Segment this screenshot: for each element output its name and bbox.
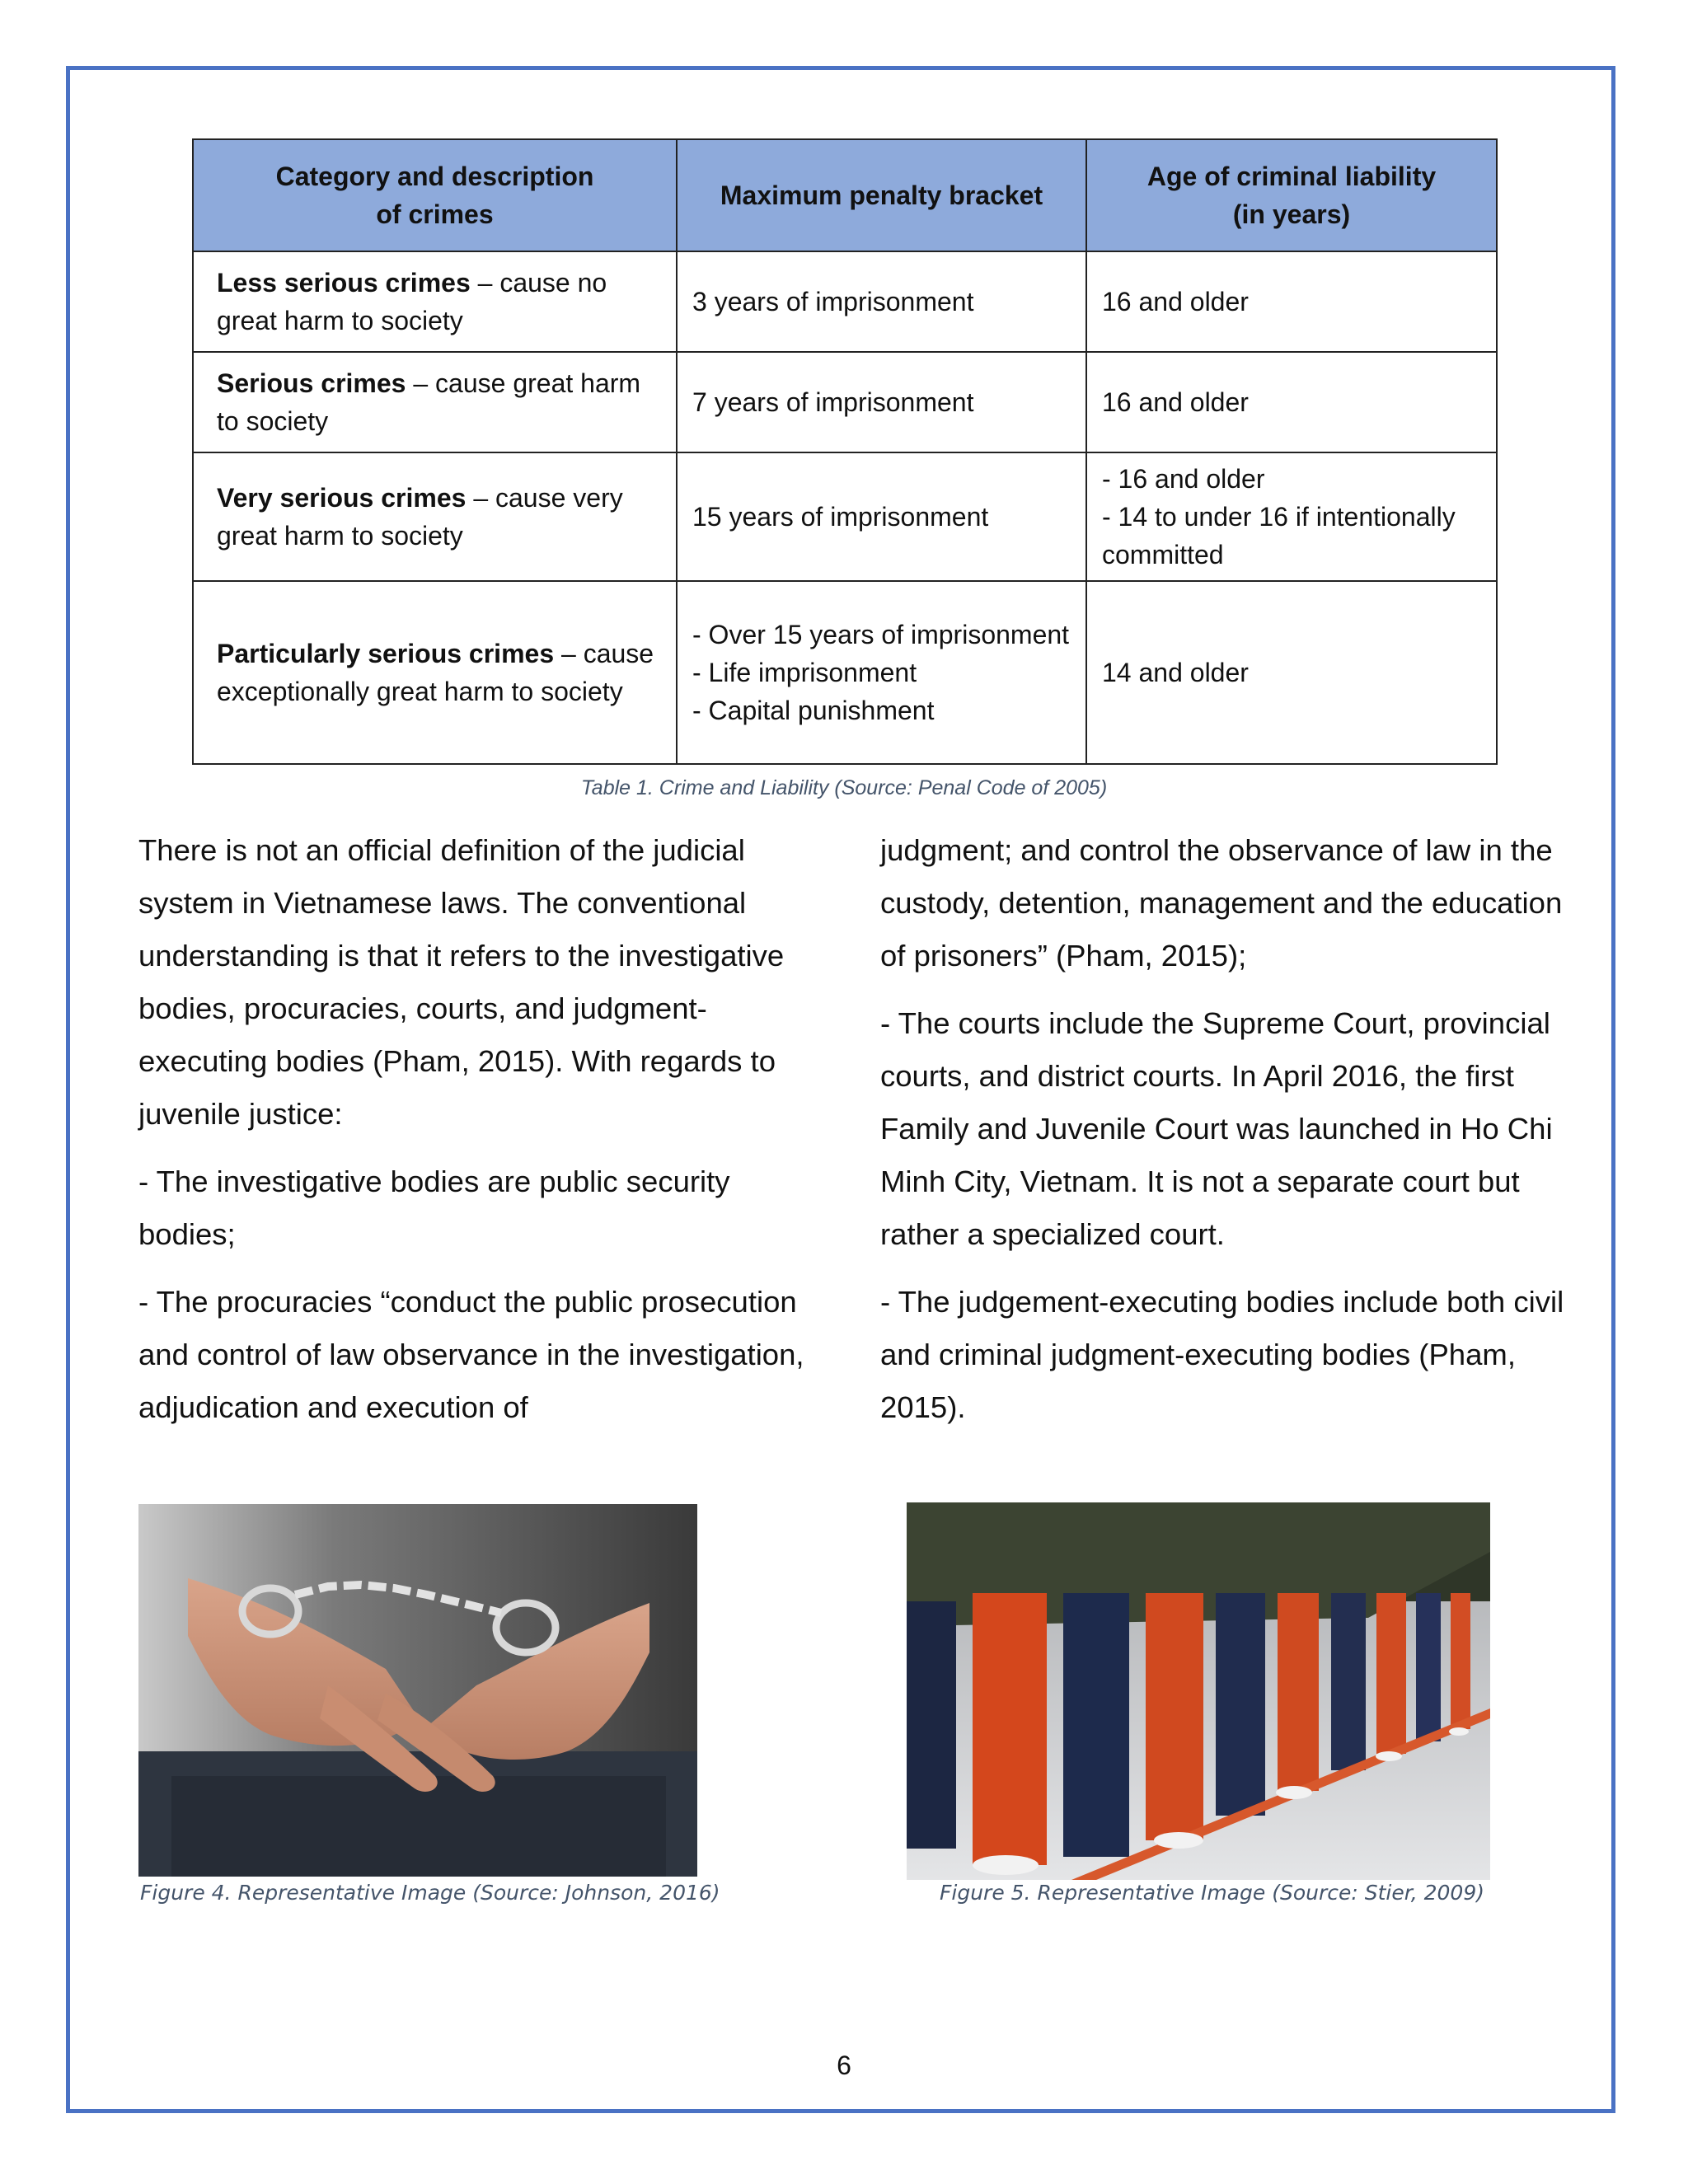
category-cell: Less serious crimes – cause no great harm to society bbox=[193, 251, 677, 352]
page-number: 6 bbox=[837, 2050, 851, 2080]
table-row bbox=[193, 352, 1497, 452]
crime-liability-table bbox=[192, 138, 1498, 765]
figure-4-caption: Figure 4. Representative Image (Source: Johnson, 2016) bbox=[140, 1881, 720, 1905]
table-row bbox=[193, 251, 1497, 352]
body-column-left bbox=[138, 824, 823, 1449]
paragraph: - The judgement-executing bodies include both civil and criminal judgment-executing bodies (Pham, 2015). bbox=[880, 1285, 1564, 1424]
body-column-right bbox=[880, 824, 1564, 1449]
category-cell: Very serious crimes – cause very great harm to society bbox=[193, 452, 677, 581]
age-cell: 16 and older bbox=[1086, 352, 1497, 452]
age-cell: 14 and older bbox=[1086, 581, 1497, 764]
penalty-cell: 7 years of imprisonment bbox=[677, 352, 1086, 452]
header-category: Category and description of crimes bbox=[193, 139, 677, 251]
age-cell: - 16 and older - 14 to under 16 if intentionally committed bbox=[1086, 452, 1497, 581]
age-cell: 16 and older bbox=[1086, 251, 1497, 352]
paragraph: judgment; and control the observance of law in the custody, detention, management and the education of prisoners” (Pham, 2015); bbox=[880, 833, 1563, 972]
penalty-cell: 3 years of imprisonment bbox=[677, 251, 1086, 352]
table-row bbox=[193, 581, 1497, 764]
category-cell: Serious crimes – cause great harm to society bbox=[193, 352, 677, 452]
paragraph: - The procuracies “conduct the public prosecution and control of law observance in the investigation, adjudication and execution of bbox=[138, 1285, 804, 1424]
table-caption: Table 1. Crime and Liability (Source: Penal Code of 2005) bbox=[580, 776, 1108, 799]
paragraph: There is not an official definition of the judicial system in Vietnamese laws. The conventional understanding is that it refers to the investigative bodies, procuracies, courts, and judgment-executing bodies (Pham, 2015). With regards to juvenile justice: bbox=[138, 833, 785, 1131]
category-cell: Particularly serious crimes – cause exceptionally great harm to society bbox=[193, 581, 677, 764]
figure-5-caption: Figure 5. Representative Image (Source: Stier, 2009) bbox=[940, 1881, 1484, 1905]
paragraph: - The courts include the Supreme Court, provincial courts, and district courts. In April 2016, the first Family and Juvenile Court was launched in Ho Chi Minh City, Vietnam. It is not a separate court but rather a specialized court. bbox=[880, 1006, 1553, 1251]
header-age: Age of criminal liability (in years) bbox=[1086, 139, 1497, 251]
table-header-row bbox=[193, 139, 1497, 251]
penalty-cell: 15 years of imprisonment bbox=[677, 452, 1086, 581]
penalty-cell: - Over 15 years of imprisonment - Life imprisonment - Capital punishment bbox=[677, 581, 1086, 764]
inmates-line-photo bbox=[907, 1502, 1490, 1880]
paragraph: - The investigative bodies are public security bodies; bbox=[138, 1165, 730, 1251]
table-row bbox=[193, 452, 1497, 581]
header-penalty: Maximum penalty bracket bbox=[677, 139, 1086, 251]
handcuffs-photo bbox=[138, 1504, 697, 1877]
